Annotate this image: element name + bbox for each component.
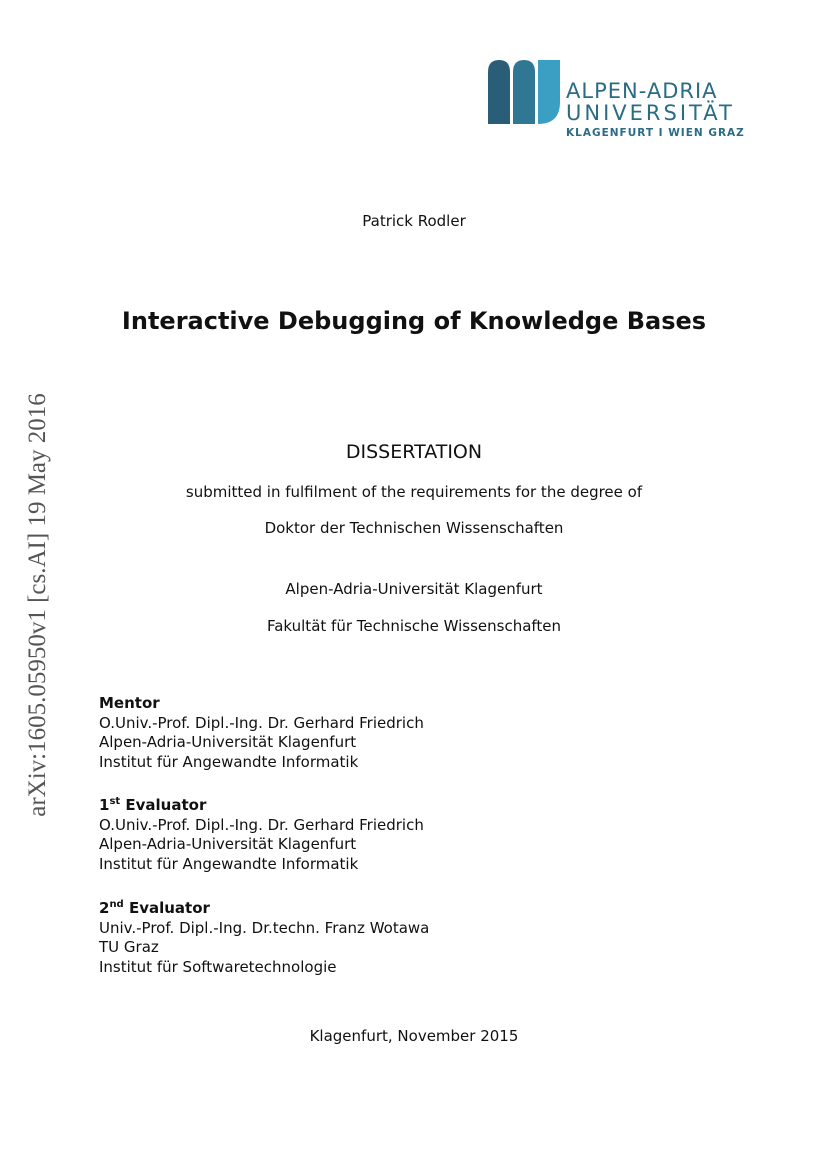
evaluator-1-affiliation: Alpen-Adria-Universität Klagenfurt bbox=[99, 835, 357, 853]
evaluator-2-name: Univ.-Prof. Dipl.-Ing. Dr.techn. Franz Wotawa bbox=[99, 918, 430, 937]
mentor-heading: Mentor bbox=[99, 694, 160, 712]
mentor-affiliation: Alpen-Adria-Universität Klagenfurt bbox=[99, 733, 357, 751]
logo-line-3: KLAGENFURT I WIEN GRAZ bbox=[566, 127, 745, 139]
university-logo-mark bbox=[486, 58, 562, 128]
evaluator-2-heading: 2nd Evaluator bbox=[99, 899, 210, 917]
evaluator-2-affiliation: TU Graz bbox=[99, 938, 159, 956]
submitted-statement: submitted in fulfilment of the requirements for the degree of bbox=[185, 483, 643, 501]
document-type: DISSERTATION bbox=[345, 441, 483, 463]
mentor-institute: Institut für Angewandte Informatik bbox=[99, 752, 359, 771]
faculty-name: Fakultät für Technische Wissenschaften bbox=[266, 617, 562, 635]
mentor-name: O.Univ.-Prof. Dipl.-Ing. Dr. Gerhard Friedrich bbox=[99, 713, 424, 732]
evaluator-2-institute: Institut für Softwaretechnologie bbox=[99, 957, 337, 976]
evaluator-1-institute: Institut für Angewandte Informatik bbox=[99, 854, 359, 873]
arxiv-stamp: arXiv:1605.05950v1 [cs.AI] 19 May 2016 bbox=[24, 393, 51, 817]
logo-line-2: UNIVERSITÄT bbox=[566, 101, 735, 125]
thesis-title: Interactive Debugging of Knowledge Bases bbox=[121, 307, 707, 335]
university-logo-text bbox=[566, 80, 745, 140]
degree-name: Doktor der Technischen Wissenschaften bbox=[264, 519, 564, 537]
evaluator-1-heading: 1st Evaluator bbox=[99, 796, 207, 814]
place-and-date: Klagenfurt, November 2015 bbox=[309, 1027, 519, 1045]
author-name: Patrick Rodler bbox=[362, 212, 466, 230]
evaluator-1-name: O.Univ.-Prof. Dipl.-Ing. Dr. Gerhard Friedrich bbox=[99, 815, 424, 834]
logo-line-1: ALPEN-ADRIA bbox=[566, 79, 718, 103]
mentor-block bbox=[99, 694, 424, 772]
university-logo bbox=[486, 58, 745, 140]
evaluator-1-block bbox=[99, 796, 424, 874]
university-name: Alpen-Adria-Universität Klagenfurt bbox=[285, 580, 543, 598]
evaluator-2-block bbox=[99, 899, 429, 977]
